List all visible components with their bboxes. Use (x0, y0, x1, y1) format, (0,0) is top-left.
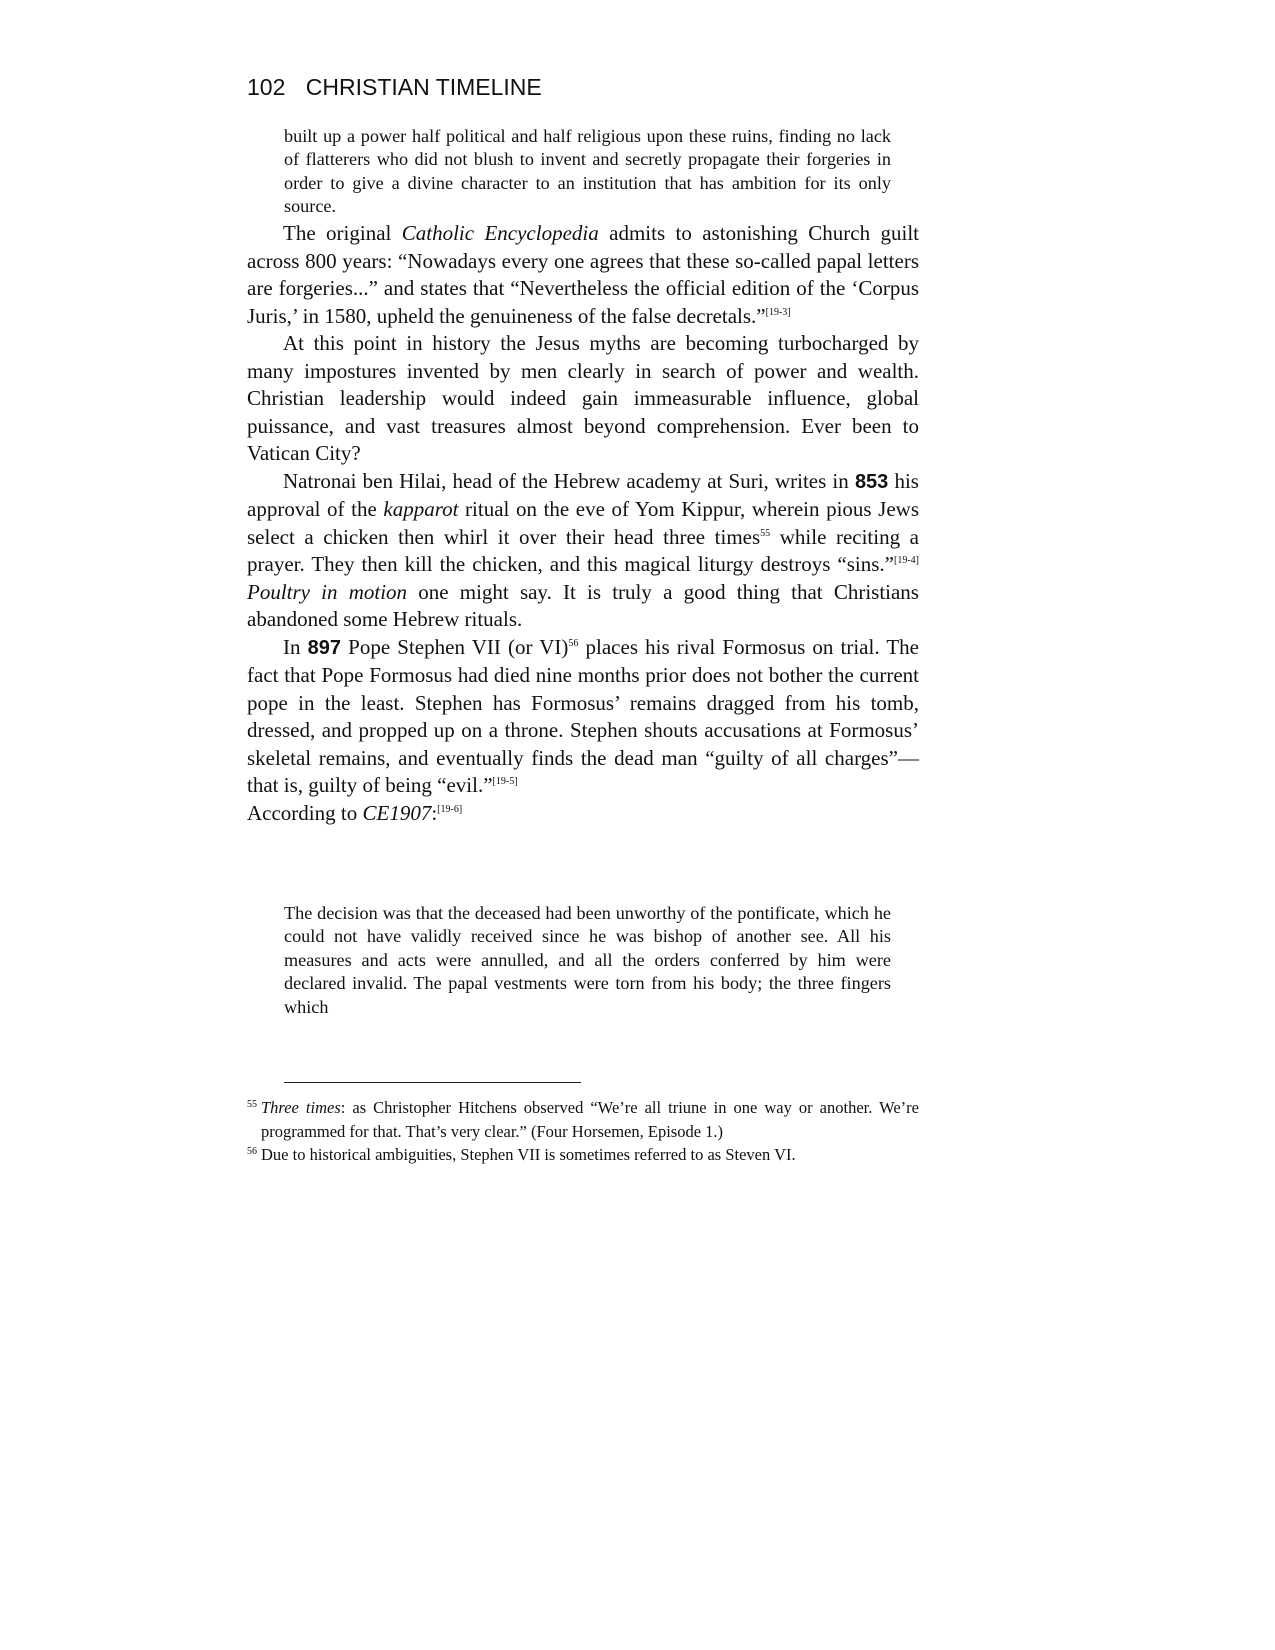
paragraph-catholic-encyclopedia: The original Catholic Encyclopedia admits to astonishing Church guilt across 800 years: “Nowadays every one agrees that these so-called papal letters are forgeries...” and states that “Nevertheless the official edition of the ‘Corpus Juris,’ in 1580, upheld the genuineness of the false decretals.”[19-3] (247, 221, 919, 328)
term-kapparot: kapparot (383, 497, 459, 521)
title-ce1907: CE1907 (362, 800, 432, 825)
paragraph-cadaver-synod: In 897 Pope Stephen VII (or VI)$^{56}$ places his rival Formosus on trial. The fact that Pope Formosus had died nine months prior does not bother the current pope in the least. Stephen has Formosus’ remains dragged from his tomb, dressed, and propped up on a throne. Stephen shouts accusations at Formosus’ skeletal remains, and eventually finds the dead man “guilty of all charges”—that is, guilty of being “evil.”[19-5] (247, 634, 919, 797)
block-quote-forgeries: built up a power half political and half religious upon these ruins, finding no lack of flatterers who did not blush to invent and secretly propagate their forgeries in order to give a divine character to an institution that has ambition for its only source. (284, 126, 891, 217)
paragraph-kapparot: Natronai ben Hilai, head of the Hebrew academy at Suri, writes in 853 his approval of the kapparot ritual on the eve of Yom Kippur, wherein pious Jews select a chicken then whirl it over their head three times$^{55}$ while reciting a prayer. They then kill the chicken, and this magical liturgy destroys “sins.”[19-4] Poultry in motion one might say. It is truly a good thing that Christians abandoned some Hebrew rituals. (247, 468, 919, 631)
footnote-55: $^{55}$ Three times: as Christopher Hitchens observed “We’re all triune in one way or another. We’re programmed for that. That’s very clear.” (Four Horsemen, Episode 1.) (247, 1098, 919, 1141)
block-quote-decision: The decision was that the deceased had been unworthy of the pontificate, which he could not have validly received since he was bishop of another see. All his measures and acts were annulled, and all the orders conferred by him were declared invalid. The papal vestments were torn from his body; the three fingers which (284, 903, 891, 1017)
citation-19-3: [19-3] (765, 306, 791, 318)
page-number: 102 (247, 74, 286, 100)
year-853: 853 (854, 470, 889, 493)
footnote-ref-56: 56 (568, 637, 579, 649)
citation-19-4: [19-4] (894, 555, 919, 566)
running-header (247, 74, 542, 101)
year-897: 897 (307, 636, 342, 659)
footnote-56: $^{56}$ Due to historical ambiguities, Stephen VII is sometimes referred to as Steven VI. (247, 1145, 796, 1164)
paragraph-jesus-myths: At this point in history the Jesus myths are becoming turbocharged by many impostures invented by men clearly in search of power and wealth. Christian leadership would indeed gain immeasurable influence, global puissance, and vast treasures almost beyond comprehension. Ever been to Vatican City? (247, 331, 919, 465)
footnote-ref-55: 55 (760, 527, 771, 539)
running-title: CHRISTIAN TIMELINE (305, 74, 542, 100)
paragraph-according-to: According to CE1907:[19-6] (247, 800, 463, 825)
footnotes (247, 1096, 919, 1167)
main-text (247, 220, 919, 827)
phrase-poultry-in-motion: Poultry in motion (247, 579, 408, 604)
citation-19-5: [19-5] (492, 776, 518, 787)
footnote-divider (284, 1082, 581, 1083)
title-catholic-encyclopedia: Catholic Encyclopedia (401, 221, 599, 245)
citation-19-6: [19-6] (437, 803, 463, 815)
